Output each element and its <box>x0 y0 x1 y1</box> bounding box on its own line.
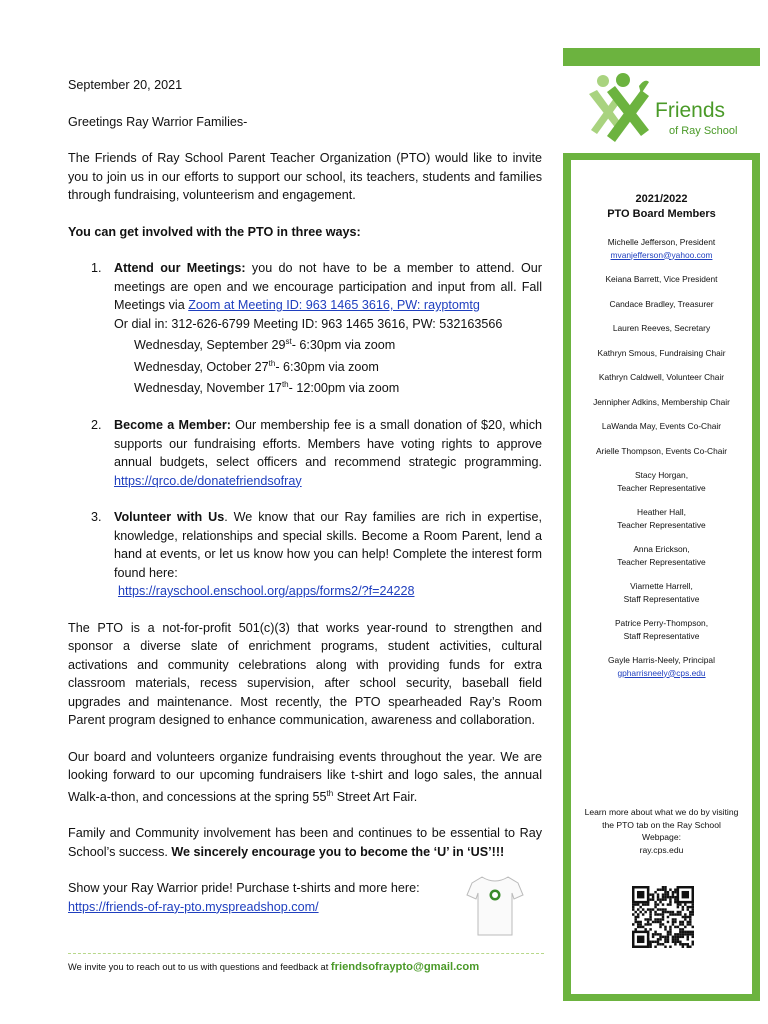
board-title: PTO Board Members <box>607 208 716 220</box>
board-member: Heather Hall, Teacher Representative <box>617 507 706 530</box>
spreadshop-link[interactable]: https://friends-of-ray-pto.myspreadshop.com/ <box>68 899 319 914</box>
zoom-link[interactable]: Zoom at Meeting ID: 963 1465 3616, PW: rayptomtg <box>188 298 480 312</box>
item-title: Attend our Meetings: <box>114 261 246 275</box>
board-member: Stacy Horgan, Teacher Representative <box>617 470 706 493</box>
board-member: Viarnette Harrell, Staff Representative <box>623 581 700 604</box>
sidebar-top-bar <box>563 48 760 66</box>
board-member: Lauren Reeves, Secretary <box>612 323 711 333</box>
meeting-line: Wednesday, November 17th- 12:00pm via zoom <box>134 380 400 396</box>
board-member: Kathryn Caldwell, Volunteer Chair <box>598 372 725 382</box>
board-year: 2021/2022 <box>635 193 688 205</box>
list-number: 3. <box>91 510 102 525</box>
footer <box>68 961 548 973</box>
volunteer-form-link[interactable]: https://rayschool.enschool.org/apps/forms2/?f=24228 <box>118 584 415 599</box>
board-member: Anna Erickson, Teacher Representative <box>617 544 706 567</box>
intro-paragraph: The Friends of Ray School Parent Teacher Organization (PTO) would like to invite you to join us in our efforts to support our school, its teachers, students and families through fundraising, volunteerism and engagement. <box>68 151 542 202</box>
item-text: . We know that our Ray families are rich in expertise, knowledge, relationships and special skills. Become a Room Parent, lend a hand at events, or let us know how you can help! Complete the interest form found here: <box>114 510 542 580</box>
item-title: Volunteer with Us <box>114 510 225 525</box>
board-panel <box>563 153 760 1001</box>
board-member: LaWanda May, Events Co-Chair <box>601 421 722 431</box>
logo-title: Friends <box>655 99 726 122</box>
school-url[interactable]: ray.cps.edu <box>639 844 684 855</box>
item-text: you do not have to be a member to attend. Our meetings are open and we encourage participation and input from all. Fall Meetings via <box>114 261 542 312</box>
item-text: Our membership fee is a small donation of $20, which supports our fundraising efforts. Members have voting rights to approve annual budgets, select officers and recommend strategic programming. <box>114 418 542 470</box>
letter-greeting: Greetings Ray Warrior Families- <box>68 114 248 129</box>
board-heading <box>571 192 752 222</box>
learn-more <box>583 806 740 856</box>
friends-of-ray-logo <box>583 72 743 148</box>
list-item-volunteer <box>68 508 542 601</box>
list-number: 2. <box>91 418 102 433</box>
pto-paragraph: The PTO is a not-for-profit 501(c)(3) that works year-round to strengthen and sponsor a diverse slate of enrichment programs, student activities, cultural activations and community celebrations along with providing funds for extra classroom materials, recess supervision, after school security, baseball field upgrades and maintenance. Most recently, the PTO spearheaded Ray’s Room Parent program designed to enhance communication, awareness and collaboration. <box>68 620 542 728</box>
footer-email[interactable]: friendsofraypto@gmail.com <box>330 961 480 973</box>
list-item-member <box>68 416 542 490</box>
list-item-attend <box>68 259 542 398</box>
board-member: Arielle Thompson, Events Co-Chair <box>595 445 728 456</box>
donate-link[interactable]: https://qrco.de/donatefriendsofray <box>114 473 302 488</box>
member-email[interactable]: mvanjefferson@yahoo.com <box>610 249 713 260</box>
ways-heading: You can get involved with the PTO in three ways: <box>68 224 361 239</box>
pride-section <box>68 879 542 916</box>
family-paragraph: Family and Community involvement has been and continues to be essential to Ray School’s success. We sincerely encourage you to become the ‘U’ in ‘US’!!! <box>68 826 542 859</box>
meeting-line: Wednesday, September 29st- 6:30pm via zoom <box>134 337 396 353</box>
footer-text: We invite you to reach out to us with questions and feedback at <box>68 962 331 972</box>
member-email[interactable]: gpharrisneely@cps.edu <box>617 667 706 678</box>
board-member: Kathryn Smous, Fundraising Chair <box>597 347 726 358</box>
board-member: Patrice Perry-Thompson, Staff Representative <box>614 618 709 641</box>
board-member: Michelle Jefferson, President mvanjefferson@yahoo.com <box>571 236 752 261</box>
board-member: Gayle Harris-Neely, Principal gpharrisneely@cps.edu <box>571 654 752 679</box>
tshirt-icon <box>466 873 524 939</box>
letter-date: September 20, 2021 <box>68 78 183 92</box>
logo-subtitle: of Ray School <box>669 125 738 137</box>
board-paragraph: Our board and volunteers organize fundraising events throughout the year. We are looking forward to our upcoming fundraisers like t-shirt and logo sales, the annual Walk-a-thon, and concessions at the spring 55th Street Art Fair. <box>68 749 542 804</box>
item-title: Become a Member: <box>114 418 231 433</box>
list-number: 1. <box>91 261 102 275</box>
board-member: Candace Bradley, Treasurer <box>609 298 714 309</box>
meeting-line: Wednesday, October 27th- 6:30pm via zoom <box>134 358 379 374</box>
dial-in-line: Or dial in: 312-626-6799 Meeting ID: 963 1465 3616, PW: 532163566 <box>114 316 503 331</box>
learn-more-text: Learn more about what we do by visiting the PTO tab on the Ray School Webpage: <box>584 807 739 842</box>
letter-body <box>68 76 542 916</box>
board-member: Keiana Barrett, Vice President <box>605 274 718 284</box>
qr-code-icon[interactable] <box>632 886 694 948</box>
footer-divider <box>68 953 544 954</box>
pride-text: Show your Ray Warrior pride! Purchase t-shirts and more here: <box>68 881 420 896</box>
board-member: Jennipher Adkins, Membership Chair <box>593 396 730 407</box>
board-panel-inner <box>571 160 752 994</box>
board-member-list <box>571 236 752 679</box>
